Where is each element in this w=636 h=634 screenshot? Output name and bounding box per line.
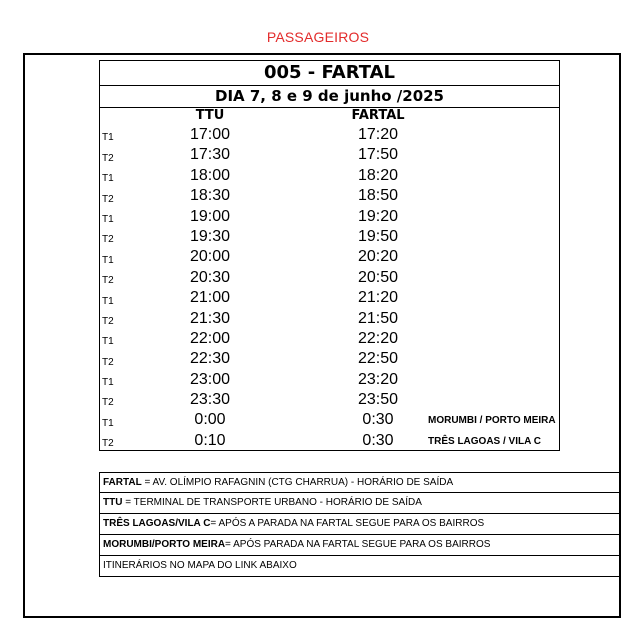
ttu-time: 0:10: [194, 431, 226, 449]
trip-code: T2: [102, 152, 114, 164]
trip-code: T2: [102, 315, 114, 327]
schedule-row: [100, 145, 559, 165]
ttu-time: 19:00: [189, 207, 231, 225]
legend-row: [99, 472, 621, 493]
ttu-time: 22:00: [189, 329, 231, 347]
trip-code: T2: [102, 397, 114, 409]
trip-code: T2: [102, 234, 114, 246]
schedule-row: [100, 207, 559, 227]
ttu-time: 21:00: [189, 289, 231, 307]
ttu-time: 20:30: [189, 268, 231, 286]
schedule-row: [100, 227, 559, 247]
route-note: TRÊS LAGOAS / VILA C: [428, 435, 541, 447]
trip-code: T1: [102, 173, 114, 185]
legend-table: [99, 472, 621, 577]
ttu-time: 23:00: [189, 370, 231, 388]
page-header-label: PASSAGEIROS: [266, 29, 370, 45]
legend-text: = APÓS PARADA NA FARTAL SEGUE PARA OS BAIRROS: [225, 539, 491, 550]
trip-code: T1: [102, 417, 114, 429]
trip-code: T2: [102, 193, 114, 205]
fartal-time: 22:50: [357, 350, 399, 368]
trip-code: T1: [102, 377, 114, 389]
fartal-time: 0:30: [362, 411, 394, 429]
ttu-time: 20:00: [189, 248, 231, 266]
legend-key: MORUMBI/PORTO MEIRA: [103, 539, 226, 550]
schedule-row: [100, 247, 559, 267]
column-header-fartal: FARTAL: [351, 108, 405, 123]
trip-code: T1: [102, 213, 114, 225]
legend-text: = AV. OLÍMPIO RAFAGNIN (CTG CHARRUA) - HORÁRIO DE SAÍDA: [141, 477, 454, 488]
fartal-time: 18:50: [357, 187, 399, 205]
schedule-title: 005 - FARTAL: [263, 62, 396, 83]
trip-code: T2: [102, 438, 114, 450]
fartal-time: 17:20: [357, 126, 399, 143]
legend-row: [99, 514, 621, 535]
fartal-time: 22:20: [357, 329, 399, 347]
route-note: MORUMBI / PORTO MEIRA: [428, 415, 556, 427]
schedule-subtitle: DIA 7, 8 e 9 de junho /2025: [100, 85, 559, 108]
schedule-table: [99, 60, 560, 451]
legend-row: [99, 493, 621, 514]
ttu-time: 21:30: [189, 309, 231, 327]
column-header-ttu: TTU: [195, 108, 225, 123]
schedule-row: [100, 431, 559, 451]
fartal-time: 19:20: [357, 207, 399, 225]
ttu-time: 23:30: [189, 391, 231, 409]
legend-row: [99, 535, 621, 556]
schedule-row: [100, 288, 559, 308]
fartal-time: 19:50: [357, 227, 399, 245]
schedule-row: [100, 125, 559, 145]
fartal-time: 18:20: [357, 166, 399, 184]
legend-key: FARTAL: [103, 477, 142, 488]
legend-key: TRÊS LAGOAS/VILA C: [103, 518, 211, 529]
fartal-time: 20:50: [357, 268, 399, 286]
fartal-time: 23:20: [357, 370, 399, 388]
schedule-row: [100, 329, 559, 349]
trip-code: T1: [102, 336, 114, 348]
trip-code: T1: [102, 295, 114, 307]
trip-code: T2: [102, 275, 114, 287]
schedule-row: [100, 186, 559, 206]
ttu-time: 17:00: [189, 126, 231, 143]
trip-code: T1: [102, 132, 114, 144]
legend-text: ITINERÁRIOS NO MAPA DO LINK ABAIXO: [103, 560, 297, 571]
trip-code: T2: [102, 356, 114, 368]
fartal-time: 0:30: [362, 431, 394, 449]
legend-text: = APÓS A PARADA NA FARTAL SEGUE PARA OS BAIRROS: [210, 518, 485, 529]
fartal-time: 21:20: [357, 289, 399, 307]
fartal-time: 20:20: [357, 248, 399, 266]
fartal-time: 21:50: [357, 309, 399, 327]
schedule-row: [100, 166, 559, 186]
ttu-time: 0:00: [194, 411, 226, 429]
legend-key: TTU: [103, 497, 123, 508]
schedule-row: [100, 349, 559, 369]
ttu-time: 18:00: [189, 166, 231, 184]
schedule-row: [100, 410, 559, 430]
legend-row: [99, 556, 621, 577]
fartal-time: 17:50: [357, 146, 399, 164]
schedule-row: [100, 268, 559, 288]
ttu-time: 19:30: [189, 227, 231, 245]
legend-text: = TERMINAL DE TRANSPORTE URBANO - HORÁRIO DE SAÍDA: [122, 497, 422, 508]
ttu-time: 17:30: [189, 146, 231, 164]
schedule-row: [100, 309, 559, 329]
fartal-time: 23:50: [357, 391, 399, 409]
schedule-rows: [100, 125, 559, 451]
schedule-row: [100, 370, 559, 390]
trip-code: T1: [102, 254, 114, 266]
ttu-time: 18:30: [189, 187, 231, 205]
schedule-row: [100, 390, 559, 410]
ttu-time: 22:30: [189, 350, 231, 368]
